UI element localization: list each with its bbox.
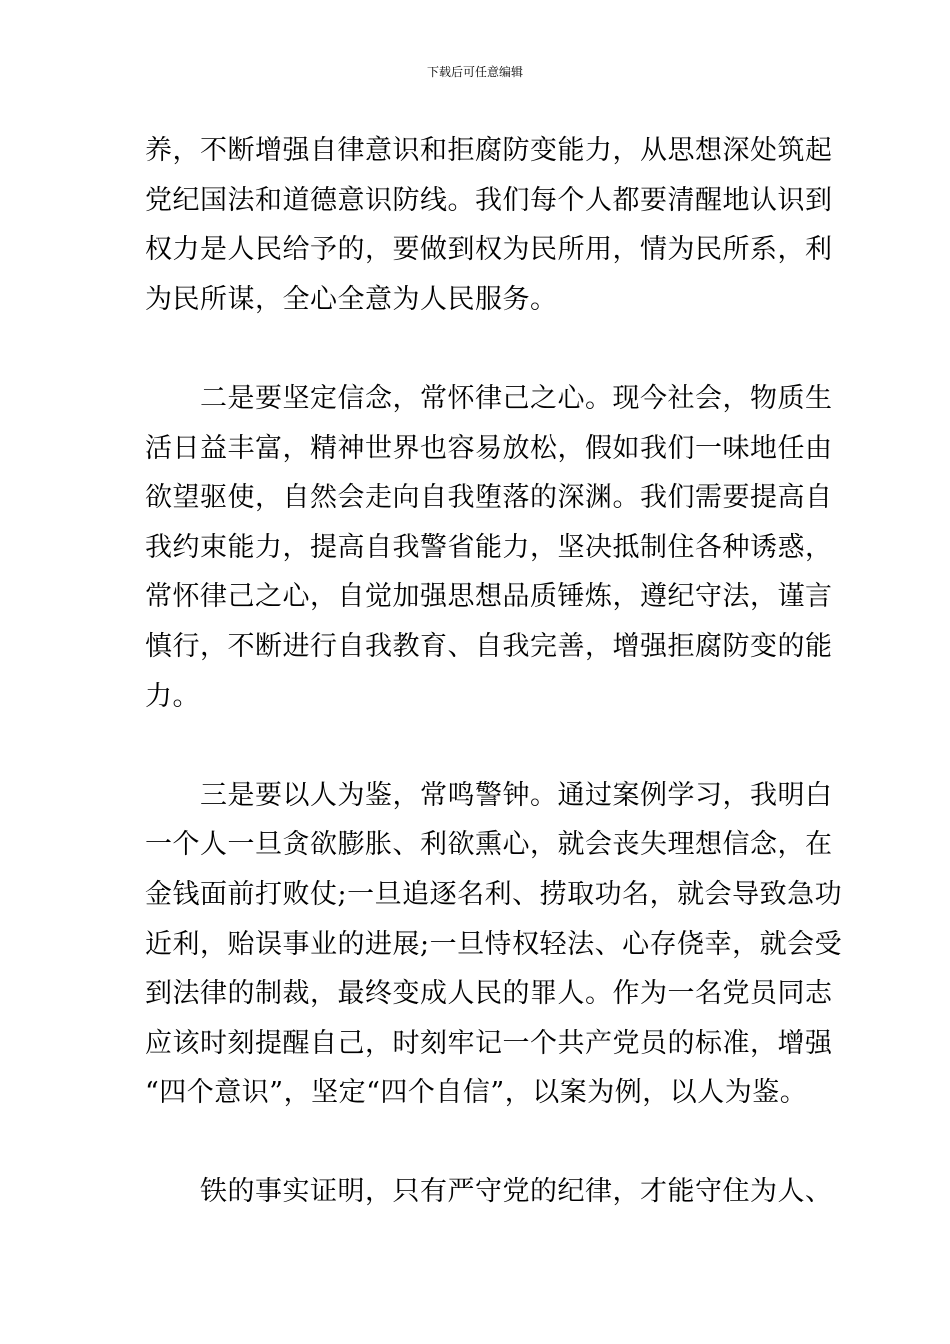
text-line: 应该时刻提醒自己，时刻牢记一个共产党员的标准，增强 (145, 1027, 833, 1059)
paragraph-3 (145, 771, 843, 1118)
paragraph-2 (145, 374, 833, 721)
text-line: 慎行，不断进行自我教育、自我完善，增强拒腐防变的能 (145, 630, 833, 662)
text-line: 养，不断增强自律意识和拒腐防变能力，从思想深处筑起 (145, 135, 833, 166)
text-line: 三是要以人为鉴，常鸣警钟。通过案例学习，我明白 (145, 779, 833, 811)
text-line: 活日益丰富，精神世界也容易放松，假如我们一味地任由 (145, 432, 833, 464)
text-line: 欲望驱使，自然会走向自我堕落的深渊。我们需要提高自 (145, 482, 833, 514)
paragraph-1 (145, 126, 833, 324)
text-line: 二是要坚定信念，常怀律己之心。现今社会，物质生 (145, 382, 833, 414)
text-line: 我约束能力，提高自我警省能力，坚决抵制住各种诱惑， (145, 531, 833, 563)
document-body (145, 126, 843, 1217)
paragraph-4 (145, 1167, 833, 1217)
text-line: 近利，贻误事业的进展;一旦恃权轻法、心存侥幸，就会受 (145, 928, 843, 960)
text-line: 铁的事实证明，只有严守党的纪律，才能守住为人、 (145, 1176, 833, 1208)
text-line: 到法律的制裁，最终变成人民的罪人。作为一名党员同志 (145, 978, 833, 1010)
text-line: 常怀律己之心，自觉加强思想品质锤炼，遵纪守法，谨言 (145, 581, 833, 613)
paragraph-spacer (145, 1118, 810, 1168)
text-line: 权力是人民给予的，要做到权为民所用，情为民所系，利 (145, 234, 833, 266)
page-header: 下载后可任意编辑 (426, 65, 523, 79)
paragraph-spacer (145, 324, 810, 374)
text-line: 力。 (145, 680, 200, 712)
paragraph-spacer (145, 721, 810, 771)
text-line: 党纪国法和道德意识防线。我们每个人都要清醒地认识到 (145, 184, 833, 216)
text-line: 为民所谋，全心全意为人民服务。 (145, 283, 558, 315)
text-line: 一个人一旦贪欲膨胀、利欲熏心，就会丧失理想信念，在 (145, 829, 833, 861)
text-line: “四个意识”，坚定“四个自信”，以案为例，以人为鉴。 (145, 1077, 808, 1109)
text-line: 金钱面前打败仗;一旦追逐名利、捞取功名，就会导致急功 (145, 878, 843, 910)
